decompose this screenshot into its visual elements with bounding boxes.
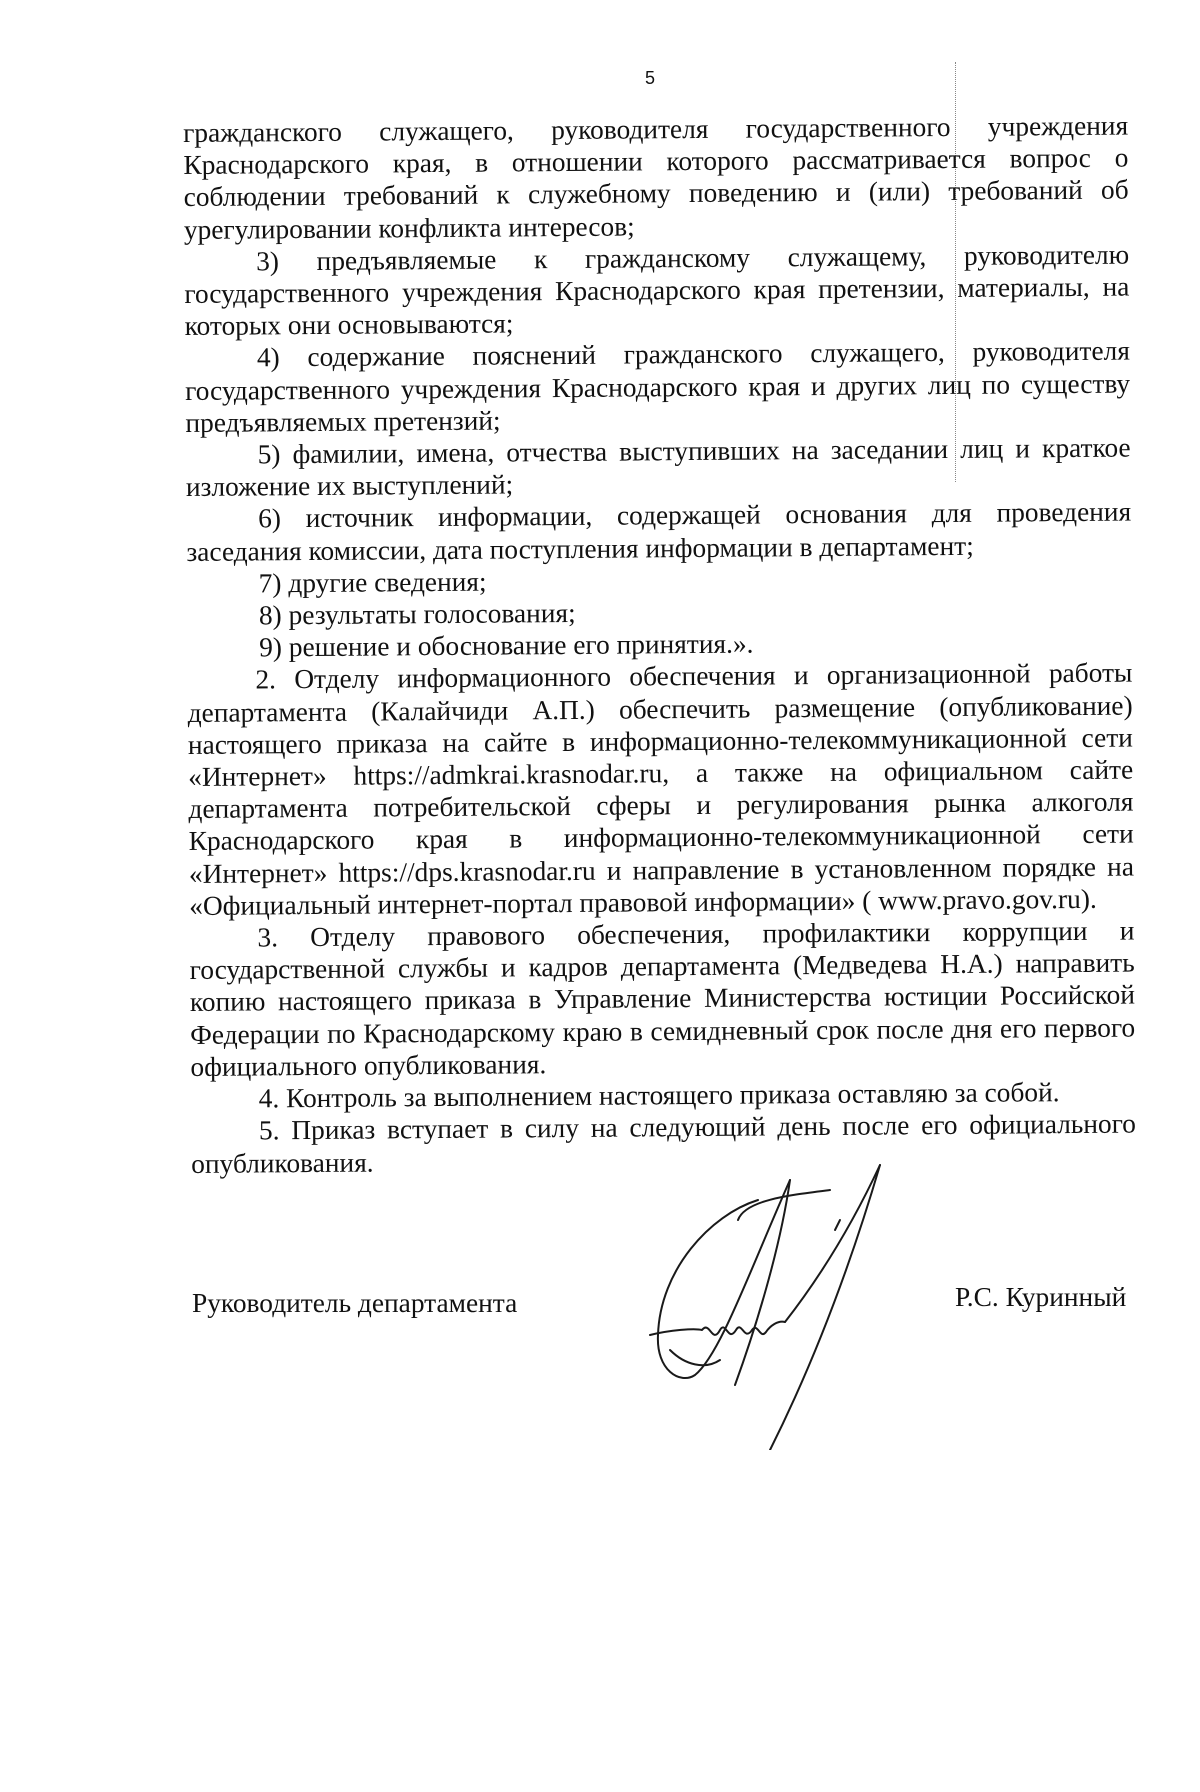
paragraph-item-4: 4) содержание пояснений гражданского служащего, руководителя государственного учреждения Краснодарского края и других лиц по существу предъявляемых претензий; <box>185 335 1131 438</box>
paragraph-item-6: 6) источник информации, содержащей основания для проведения заседания комиссии, дата поступления информации в департамент; <box>186 497 1132 567</box>
paragraph-clause-5: 5. Приказ вступает в силу на следующий день после его официального опубликования. <box>191 1108 1137 1179</box>
paragraph-item-9: 9) решение и обоснование его принятия.». <box>259 628 754 663</box>
paragraph-item-7: 7) другие сведения; <box>258 566 487 599</box>
paragraph-clause-3: 3. Отделу правового обеспечения, профилактики коррупции и государственной службы и кадров департамента (Медведева Н.А.) направить копию настоящего приказа в Управление Министерства юстиции Российской Федерации по Краснодарскому краю в семидневный срок после дня его первого официального опубликования. <box>189 915 1136 1082</box>
paragraph-item-8: 8) результаты голосования; <box>258 597 576 631</box>
paragraph-clause-2: 2. Отделу информационного обеспечения и организационной работы департамента (Калайчиди А.П.) обеспечить размещение (опубликование) настоящего приказа на сайте в информационно-телекоммуникационной сети «Интернет» https://admkrai.krasnodar.ru, а также на официальном сайте департамента потребительской сферы и регулирования рынка алкоголя Краснодарского края в информационно-телекоммуникационной сети «Интернет» https://dps.krasnodar.ru и направление в установленном порядке на «Официальный интернет-портал правовой информации» ( www.pravo.gov.ru). <box>187 658 1135 921</box>
paragraph-item-3: 3) предъявляемые к гражданскому служащему, руководителю государственного учреждения Краснодарского края претензии, материалы, на которых они основываются; <box>184 239 1130 342</box>
document-body <box>183 110 1136 1180</box>
signatory-title: Руководитель департамента <box>192 1288 518 1318</box>
paragraph-item-5: 5) фамилии, имена, отчества выступивших на заседании лиц и краткое изложение их выступлений; <box>185 432 1131 503</box>
page-bottom-band <box>0 1636 1200 1792</box>
handwritten-signature <box>640 1160 900 1450</box>
paragraph-clause-4: 4. Контроль за выполнением настоящего приказа оставляю за собой. <box>258 1077 1060 1114</box>
signatory-name: Р.С. Куринный <box>955 1282 1127 1312</box>
page-number: 5 <box>644 68 655 88</box>
paragraph-continuation: гражданского служащего, руководителя государственного учреждения Краснодарского края, в отношении которого рассматривается вопрос о соблюдении требований к служебному поведению и (или) требований об урегулировании конфликта интересов; <box>183 110 1129 245</box>
